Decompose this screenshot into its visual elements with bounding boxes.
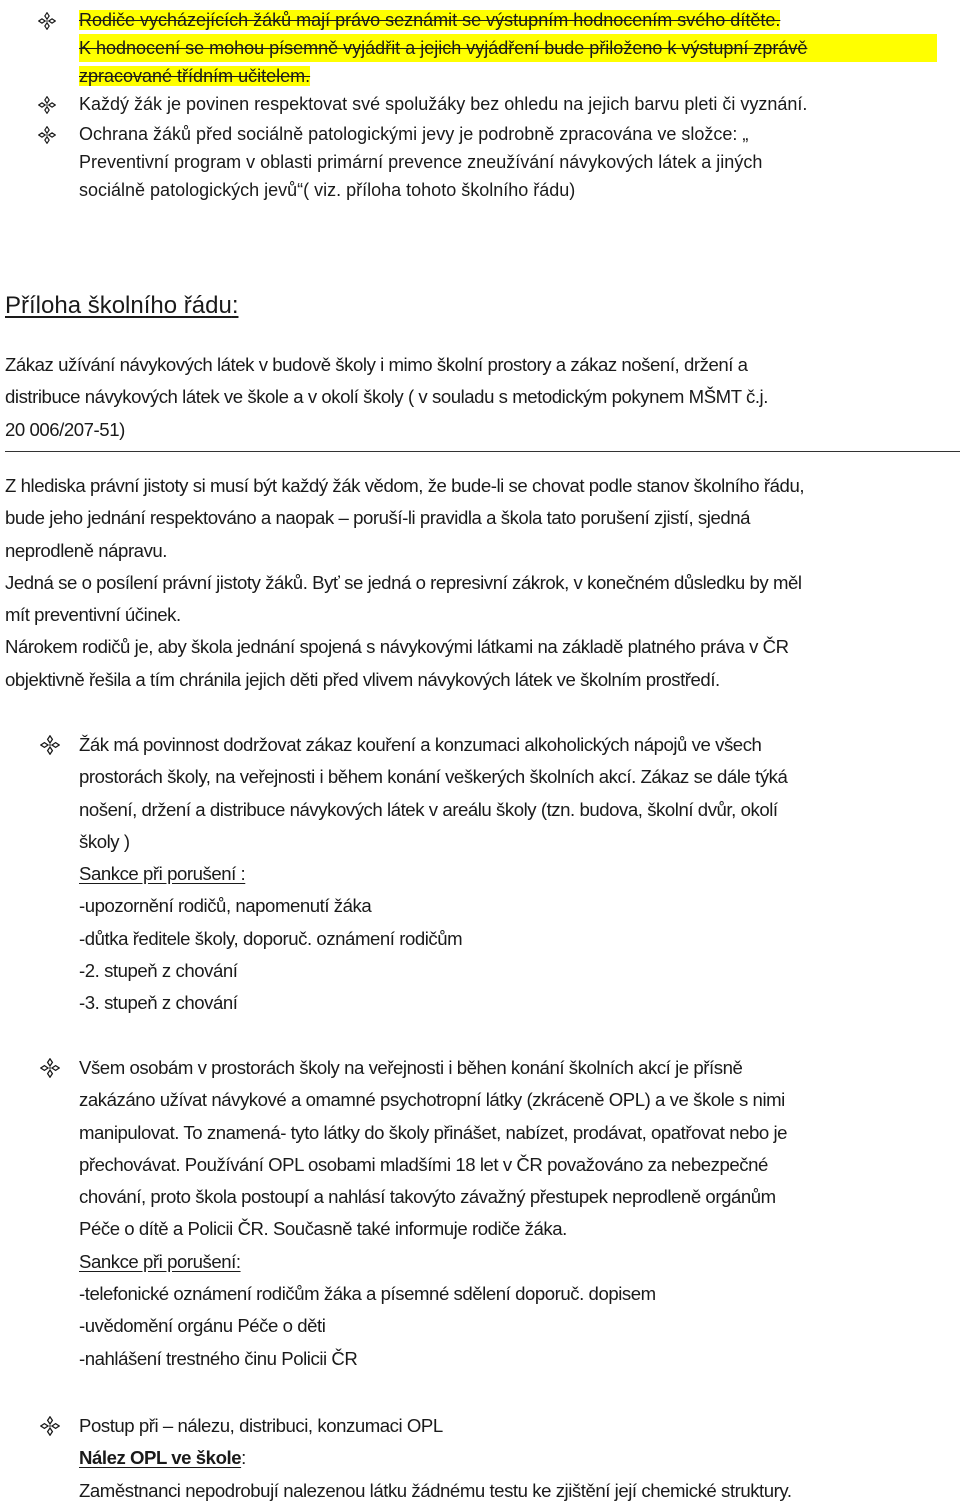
paragraph-line: prostorách školy, na veřejnosti i během konání veškerých školních akcí. Zákaz se dále týká [79, 766, 788, 788]
paragraph-line: objektivně řešila a tím chránila jejich děti před vlivem návykových látek ve školním prostředí. [5, 668, 720, 690]
paragraph-line: 20 006/207-51) [5, 418, 125, 440]
list-item-text: Ochrana žáků před sociálně patologickými jevy je podrobně zpracována ve složce: „ [79, 124, 749, 144]
sanction-item: -uvědomění orgánu Péče o děti [79, 1315, 326, 1337]
sanction-heading: Sankce při porušení : [79, 863, 246, 885]
sub-heading-colon: : [241, 1447, 246, 1469]
diamond-flower-bullet-icon [38, 126, 56, 144]
paragraph-line: Nárokem rodičů je, aby škola jednání spojená s návykovými látkami na základě platného práva v ČR [5, 636, 789, 658]
paragraph-line: Všem osobám v prostorách školy na veřejnosti i běhen konání školních akcí je přísně [79, 1057, 743, 1078]
attachment-intro [5, 349, 955, 446]
diamond-flower-bullet-icon [40, 1416, 60, 1436]
top-bullet-list [0, 6, 960, 204]
paragraph-line: Péče o dítě a Policii ČR. Současně také informuje rodiče žáka. [79, 1218, 567, 1240]
rule-smoking-alcohol [79, 729, 957, 1020]
highlighted-text: Rodiče vycházejících žáků mají právo seznámit se výstupním hodnocením svého dítěte. [79, 10, 781, 30]
highlighted-text: zpracované třídním učitelem. [79, 66, 311, 86]
paragraph-line: mít preventivní účinek. [5, 604, 181, 626]
paragraph-line: Žák má povinnost dodržovat zákaz kouření a konzumaci alkoholických nápojů ve všech [79, 734, 762, 755]
sanction-item: -2. stupeň z chování [79, 960, 238, 982]
paragraph-line: Postup při – nálezu, distribuci, konzumaci OPL [79, 1415, 443, 1436]
paragraph-line: chování, proto škola postoupí a nahlásí takovýto závažný přestupek neprodleně orgánům [79, 1186, 776, 1208]
highlighted-text: K hodnocení se mohou písemně vyjádřit a jejich vyjádření bude přiloženo k výstupní zprávě [79, 34, 937, 62]
diamond-flower-bullet-icon [40, 1058, 60, 1078]
diamond-flower-bullet-icon [38, 12, 56, 30]
rule-opl-procedure [79, 1410, 957, 1507]
paragraph-line: manipulovat. To znamená- tyto látky do školy přinášet, nabízet, prodávat, opatřovat nebo je [79, 1121, 788, 1143]
list-item-text: sociálně patologických jevů“( viz. příloha tohoto školního řádu) [79, 180, 576, 200]
list-item-respect [0, 90, 960, 118]
paragraph-line: neprodleně nápravu. [5, 539, 168, 561]
sanction-item: -3. stupeň z chování [79, 992, 238, 1014]
list-item-parents-evaluation [0, 6, 960, 90]
paragraph-line: bude jeho jednání respektováno a naopak – poruší-li pravidla a škola tato porušení zjistí, sjedná [5, 507, 751, 529]
legal-certainty-paragraph [5, 470, 955, 696]
paragraph-line: Jedná se o posílení právní jistoty žáků. Byť se jedná o represivní zákrok, v konečném důsledku by měl [5, 571, 802, 593]
sanction-item: -důtka ředitele školy, doporuč. oznámení rodičům [79, 927, 463, 949]
sanction-item: -telefonické oznámení rodičům žáka a písemné sdělení doporuč. dopisem [79, 1283, 656, 1305]
paragraph-line: zakázáno užívat návykové a omamné psychotropní látky (zkráceně OPL) a ve škole s nimi [79, 1089, 785, 1111]
paragraph-line: distribuce návykových látek ve škole a v okolí školy ( v souladu s metodickým pokynem MŠMT č.j. [5, 386, 768, 408]
attachment-heading-colon: : [231, 292, 239, 319]
attachment-heading [5, 288, 238, 324]
horizontal-divider [5, 451, 960, 452]
diamond-flower-bullet-icon [40, 735, 60, 755]
list-item-text: Každý žák je povinen respektovat své spolužáky bez ohledu na jejich barvu pleti či vyznání. [79, 94, 808, 114]
paragraph-line: Z hlediska právní jistoty si musí být každý žák vědom, že bude-li se chovat podle stanov školního řádu, [5, 475, 805, 496]
paragraph-line: Zaměstnanci nepodrobují nalezenou látku žádnému testu ke zjištění její chemické struktury. [79, 1479, 792, 1501]
list-item-protection [0, 120, 960, 204]
sub-heading: Nález OPL ve škole [79, 1447, 242, 1469]
sanction-item: -nahlášení trestného činu Policii ČR [79, 1347, 358, 1369]
paragraph-line: nošení, držení a distribuce návykových látek v areálu školy (tzn. budova, školní dvůr, okolí [79, 798, 778, 820]
attachment-heading-text: Příloha školního řádu [5, 292, 232, 319]
list-item-text: Preventivní program v oblasti primární prevence zneužívání návykových látek a jiných [79, 152, 763, 172]
rule-psychotropic-substances [79, 1052, 957, 1375]
diamond-flower-bullet-icon [38, 96, 56, 114]
paragraph-line: školy ) [79, 830, 130, 852]
sanction-heading: Sankce při porušení: [79, 1250, 241, 1272]
paragraph-line: Zákaz užívání návykových látek v budově školy i mimo školní prostory a zákaz nošení, držení a [5, 354, 748, 375]
sanction-item: -upozornění rodičů, napomenutí žáka [79, 895, 372, 917]
paragraph-line: přechovávat. Používání OPL osobami mladšími 18 let v ČR považováno za nebezpečné [79, 1153, 768, 1175]
